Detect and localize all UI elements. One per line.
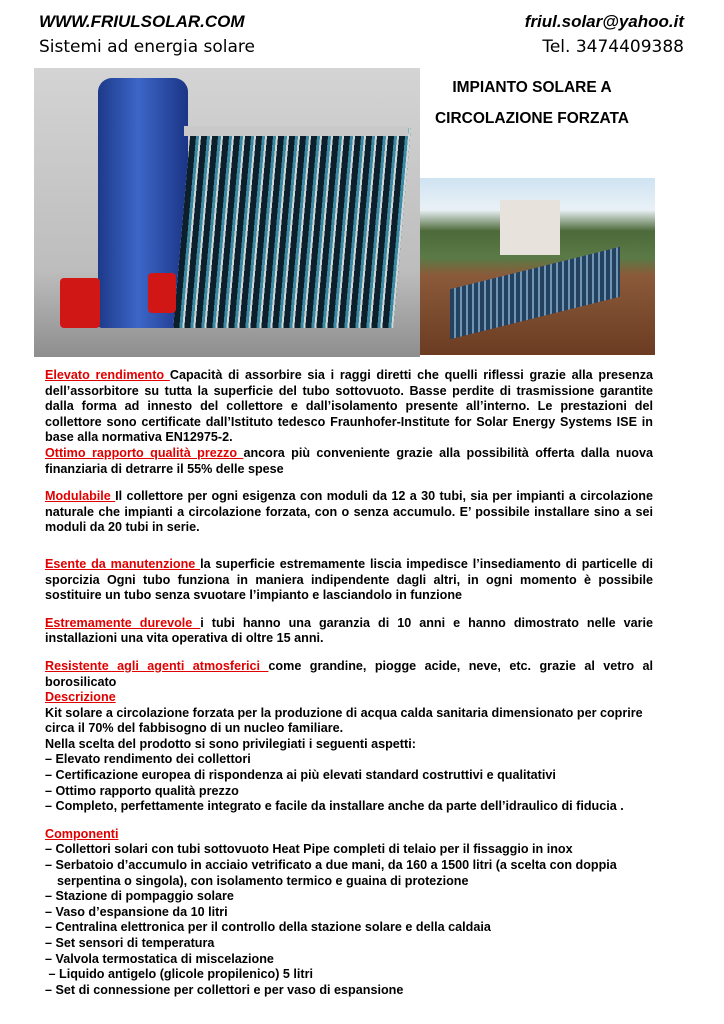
features-section	[45, 368, 653, 998]
section-heading: Descrizione	[45, 690, 116, 705]
antifreeze-can	[60, 278, 100, 328]
phone: Tel. 3474409388	[542, 37, 684, 57]
list-item: – Set sensori di temperatura	[45, 936, 215, 950]
feature-label: Esente da manutenzione	[45, 556, 201, 571]
descrizione-intro: Kit solare a circolazione forzata per la produzione di acqua calda sanitaria dimensionato per coprire circa il 70% del fabbisogno di un nucleo familiare.	[45, 705, 643, 736]
roof-solar-panel	[450, 247, 620, 339]
website-link[interactable]: WWW.FRIULSOLAR.COM	[39, 12, 245, 31]
list-item: – Centralina elettronica per il controllo della stazione solare e della caldaia	[45, 920, 491, 935]
feature-text: Capacità di assorbire sia i raggi diretti che quelli riflessi grazie alla presenza dell’assorbitore su tutta la superficie del tubo sottovuoto. Basse perdite di trasmissione garantite dalla forma ad innesto del collettore e dall’isolamento presente all’interno. Le prestazioni del collettore sono certificate dall’Istituto tedesco Fraunhofer-Institute for Solar Energy Systems ISE in base alla normativa EN12975-2.	[45, 368, 653, 445]
list-item: – Completo, perfettamente integrato e facile da installare anche da parte dell’idraulico di fiducia .	[45, 799, 624, 814]
feature-label: Estremamente durevole	[45, 615, 201, 630]
list-item: – Ottimo rapporto qualità prezzo	[45, 783, 239, 798]
section-heading: Componenti	[45, 826, 119, 841]
roof-installation-photo	[420, 178, 655, 355]
feature-label: Resistente agli agenti atmosferici	[45, 658, 269, 673]
feature-paragraph	[45, 659, 653, 690]
list-item: – Liquido antigelo (glicole propilenico) 5 litri	[45, 967, 313, 982]
feature-text: Il collettore per ogni esigenza con moduli da 12 a 30 tubi, sia per impianti a circolazione naturale che impianti a circolazione forzata, con o senza accumulo. E’ possibile installare sino a sei moduli da 20 tubi in serie.	[45, 489, 654, 535]
feature-text: ancora più conveniente grazie alla possibilità offerta dalla nuova finanziaria di detrarre il 55% delle spese	[45, 445, 653, 476]
feature-text: i tubi hanno una garanzia di 10 anni e hanno dimostrato nelle varie installazioni una vita operativa di oltre 15 anni.	[45, 615, 653, 646]
feature-label: Modulabile	[45, 489, 116, 504]
list-item: – Set di connessione per collettori e per vaso di espansione	[45, 982, 404, 997]
list-item: – Elevato rendimento dei collettori	[45, 752, 251, 767]
descrizione-heading	[45, 690, 653, 706]
feature-text: la superficie estremamente liscia impedisce l’insediamento di particelle di sporcizia Ogni tubo funziona in maniera indipendente dagli altri, in ogni momento è possibile sostituire un tubo senza svuotare l’impianto e lasciandolo in funzione	[45, 556, 653, 603]
page-title-line1: IMPIANTO SOLARE A	[452, 79, 612, 96]
list-item: – Valvola termostatica di miscelazione	[45, 951, 274, 966]
collector-manifold	[184, 126, 408, 136]
feature-label: Elevato rendimento	[45, 368, 170, 382]
list-item: – Stazione di pompaggio solare	[45, 889, 234, 904]
email-link[interactable]: friul.solar@yahoo.it	[524, 12, 684, 31]
list-item: – Serbatoio d’accumulo in acciaio vetrificato a due mani, da 160 a 1500 litri (a scelta con doppia serpentina o singola), con isolamento termico e guaina di protezione	[45, 858, 617, 888]
list-item: – Vaso d’espansione da 10 litri	[45, 904, 228, 919]
feature-paragraph	[45, 446, 653, 477]
list-item: – Collettori solari con tubi sottovuoto Heat Pipe completi di telaio per il fissaggio in inox	[45, 842, 573, 857]
vacuum-tube-collector	[173, 128, 410, 328]
tagline: Sistemi ad energia solare	[39, 37, 255, 57]
chimney	[500, 200, 560, 255]
list-item: – Certificazione europea di rispondenza ai più elevati standard costruttivi e qualitativi	[45, 768, 556, 783]
antifreeze-can	[148, 273, 176, 313]
feature-label: Ottimo rapporto qualità prezzo	[45, 445, 244, 460]
feature-paragraph	[45, 368, 653, 446]
componenti-heading	[45, 827, 653, 843]
feature-paragraph	[45, 557, 653, 604]
feature-paragraph	[45, 489, 653, 536]
page-title-line2: CIRCOLAZIONE FORZATA	[434, 110, 629, 127]
feature-text: come grandine, piogge acide, neve, etc. grazie al vetro al borosilicato	[45, 658, 653, 689]
feature-paragraph	[45, 616, 653, 647]
descrizione-intro2: Nella scelta del prodotto si sono privilegiati i seguenti aspetti:	[45, 736, 416, 751]
product-kit-photo	[34, 68, 420, 357]
